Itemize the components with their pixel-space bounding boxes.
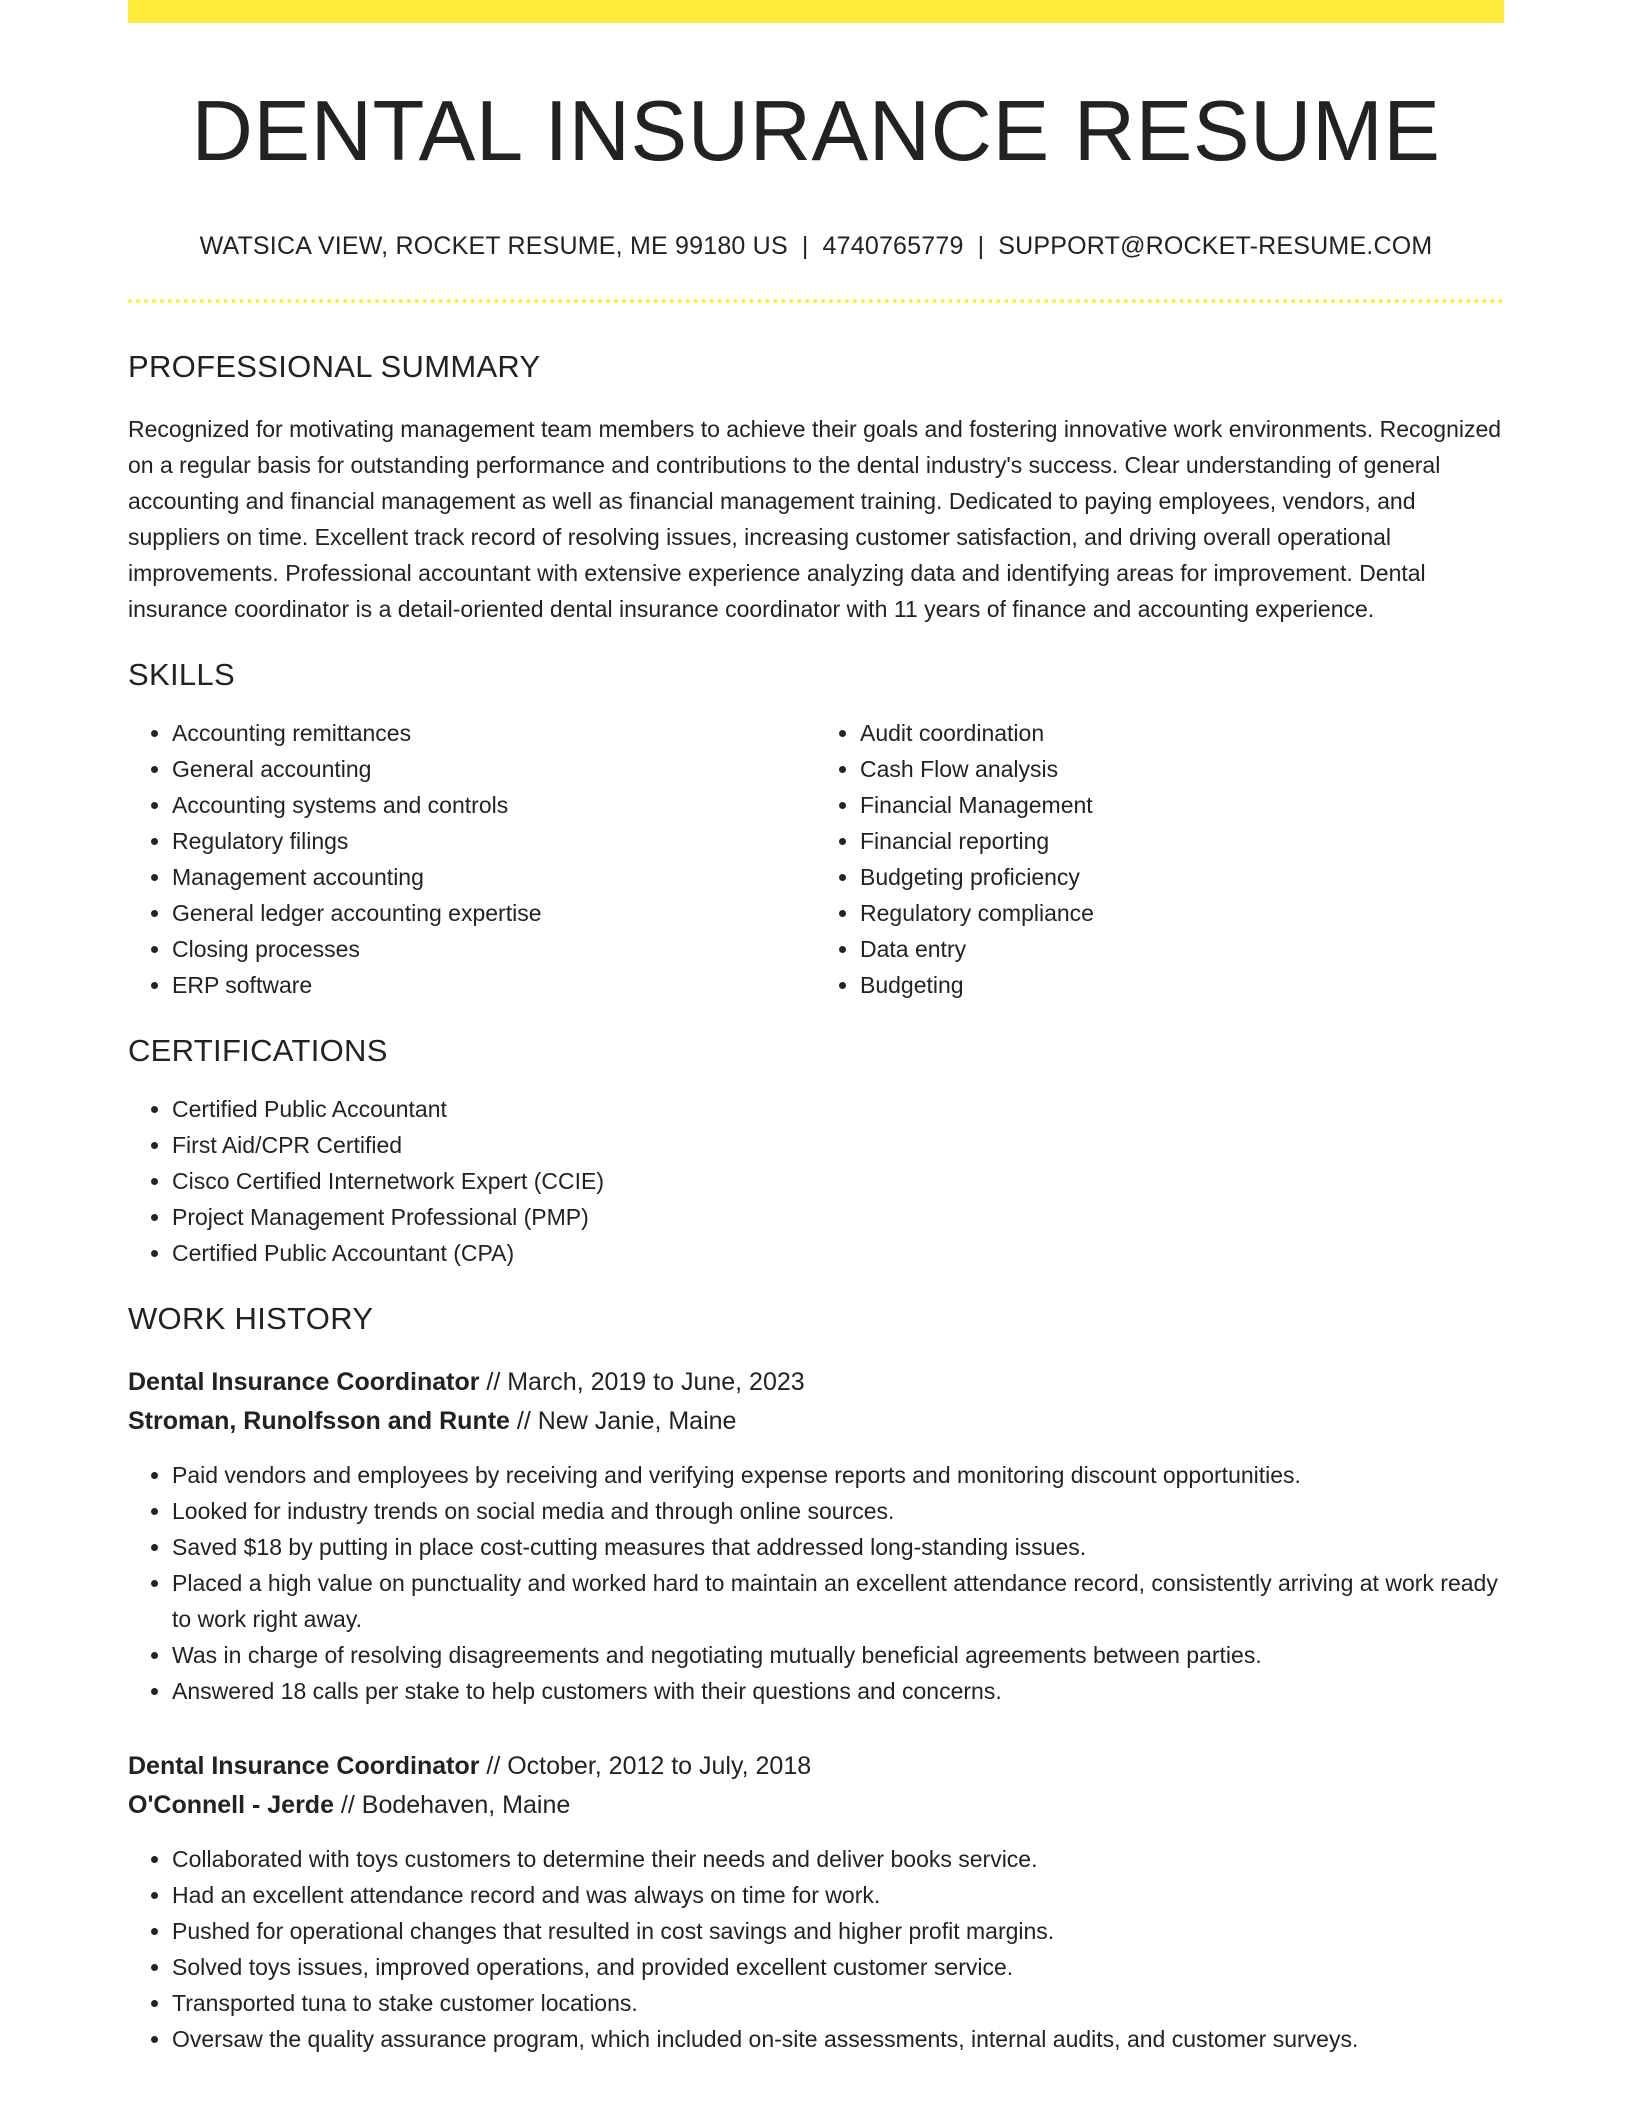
top-accent-bar bbox=[128, 0, 1504, 23]
contact-separator: | bbox=[977, 231, 985, 260]
certification-item: • Cisco Certified Internetwork Expert (CCIE) bbox=[172, 1163, 1504, 1199]
skills-heading: SKILLS bbox=[128, 656, 235, 692]
job-role: Dental Insurance Coordinator bbox=[128, 1751, 480, 1780]
certifications-heading: CERTIFICATIONS bbox=[128, 1032, 388, 1068]
work-history-heading: WORK HISTORY bbox=[128, 1300, 374, 1336]
certifications-list bbox=[128, 1091, 1504, 1271]
job-bullet: • Oversaw the quality assurance program, which included on-site assessments, internal audits, and customer surveys. bbox=[172, 2021, 1504, 2057]
job-entry bbox=[128, 1363, 1504, 1709]
job-role-line bbox=[128, 1363, 1504, 1402]
skill-item: • Closing processes bbox=[172, 931, 816, 967]
skill-item: • Audit coordination bbox=[860, 715, 1504, 751]
job-company-line bbox=[128, 1402, 1504, 1441]
certification-item: • Project Management Professional (PMP) bbox=[172, 1199, 1504, 1235]
job-company: O'Connell - Jerde bbox=[128, 1790, 334, 1819]
certification-item: • Certified Public Accountant (CPA) bbox=[172, 1235, 1504, 1271]
job-bullets bbox=[128, 1457, 1504, 1709]
resume-title: DENTAL INSURANCE RESUME bbox=[191, 84, 1441, 179]
job-location: // New Janie, Maine bbox=[509, 1406, 737, 1435]
skill-item: • Regulatory compliance bbox=[860, 895, 1504, 931]
job-bullet: • Solved toys issues, improved operations, and provided excellent customer service. bbox=[172, 1949, 1504, 1985]
certification-item: • First Aid/CPR Certified bbox=[172, 1127, 1504, 1163]
skill-item: • Cash Flow analysis bbox=[860, 751, 1504, 787]
resume-page bbox=[128, 0, 1504, 2057]
contact-separator: | bbox=[801, 231, 809, 260]
contact-address: WATSICA VIEW, ROCKET RESUME, ME 99180 US bbox=[199, 231, 788, 260]
job-dates: // October, 2012 to July, 2018 bbox=[479, 1751, 812, 1780]
job-location: // Bodehaven, Maine bbox=[333, 1790, 571, 1819]
job-bullet: • Collaborated with toys customers to determine their needs and deliver books service. bbox=[172, 1841, 1504, 1877]
job-role: Dental Insurance Coordinator bbox=[128, 1367, 480, 1396]
skills-columns bbox=[128, 715, 1504, 1003]
header-divider bbox=[128, 299, 1504, 303]
skill-item: • ERP software bbox=[172, 967, 816, 1003]
job-bullet: • Was in charge of resolving disagreements and negotiating mutually beneficial agreements between parties. bbox=[172, 1637, 1504, 1673]
job-bullet: • Saved $18 by putting in place cost-cutting measures that addressed long-standing issues. bbox=[172, 1529, 1504, 1565]
skill-item: • Accounting remittances bbox=[172, 715, 816, 751]
job-bullet: • Placed a high value on punctuality and worked hard to maintain an excellent attendance record, consistently arriving at work ready to work right away. bbox=[172, 1565, 1504, 1637]
job-dates: // March, 2019 to June, 2023 bbox=[479, 1367, 805, 1396]
skills-list-left bbox=[128, 715, 816, 1003]
summary-text: Recognized for motivating management team members to achieve their goals and fostering innovative work environments. Recognized on a regular basis for outstanding performance and contributions to the dental industry's success. Clear understanding of general accounting and financial management as well as financial management training. Dedicated to paying employees, vendors, and suppliers on time. Excellent track record of resolving issues, increasing customer satisfaction, and driving overall operational improvements. Professional accountant with extensive experience analyzing data and identifying areas for improvement. Dental insurance coordinator is a detail-oriented dental insurance coordinator with 11 years of finance and accounting experience. bbox=[128, 415, 1502, 622]
job-bullet: • Answered 18 calls per stake to help customers with their questions and concerns. bbox=[172, 1673, 1504, 1709]
job-company-line bbox=[128, 1786, 1504, 1825]
job-bullet: • Pushed for operational changes that resulted in cost savings and higher profit margins. bbox=[172, 1913, 1504, 1949]
contact-email: SUPPORT@ROCKET-RESUME.COM bbox=[998, 231, 1433, 260]
skill-item: • Budgeting proficiency bbox=[860, 859, 1504, 895]
job-bullet: • Transported tuna to stake customer locations. bbox=[172, 1985, 1504, 2021]
skills-list-right bbox=[816, 715, 1504, 1003]
summary-heading: PROFESSIONAL SUMMARY bbox=[128, 348, 541, 384]
contact-line bbox=[128, 231, 1504, 261]
job-entry bbox=[128, 1747, 1504, 2057]
skill-item: • Management accounting bbox=[172, 859, 816, 895]
skill-item: • Financial reporting bbox=[860, 823, 1504, 859]
certification-item: • Certified Public Accountant bbox=[172, 1091, 1504, 1127]
skill-item: • Data entry bbox=[860, 931, 1504, 967]
skill-item: • Accounting systems and controls bbox=[172, 787, 816, 823]
job-bullet: • Looked for industry trends on social media and through online sources. bbox=[172, 1493, 1504, 1529]
job-bullet: • Paid vendors and employees by receiving and verifying expense reports and monitoring discount opportunities. bbox=[172, 1457, 1504, 1493]
job-role-line bbox=[128, 1747, 1504, 1786]
skill-item: • Regulatory filings bbox=[172, 823, 816, 859]
job-bullets bbox=[128, 1841, 1504, 2057]
skill-item: • General ledger accounting expertise bbox=[172, 895, 816, 931]
contact-phone: 4740765779 bbox=[822, 231, 964, 260]
skill-item: • General accounting bbox=[172, 751, 816, 787]
job-company: Stroman, Runolfsson and Runte bbox=[128, 1406, 510, 1435]
job-bullet: • Had an excellent attendance record and was always on time for work. bbox=[172, 1877, 1504, 1913]
skill-item: • Financial Management bbox=[860, 787, 1504, 823]
skill-item: • Budgeting bbox=[860, 967, 1504, 1003]
